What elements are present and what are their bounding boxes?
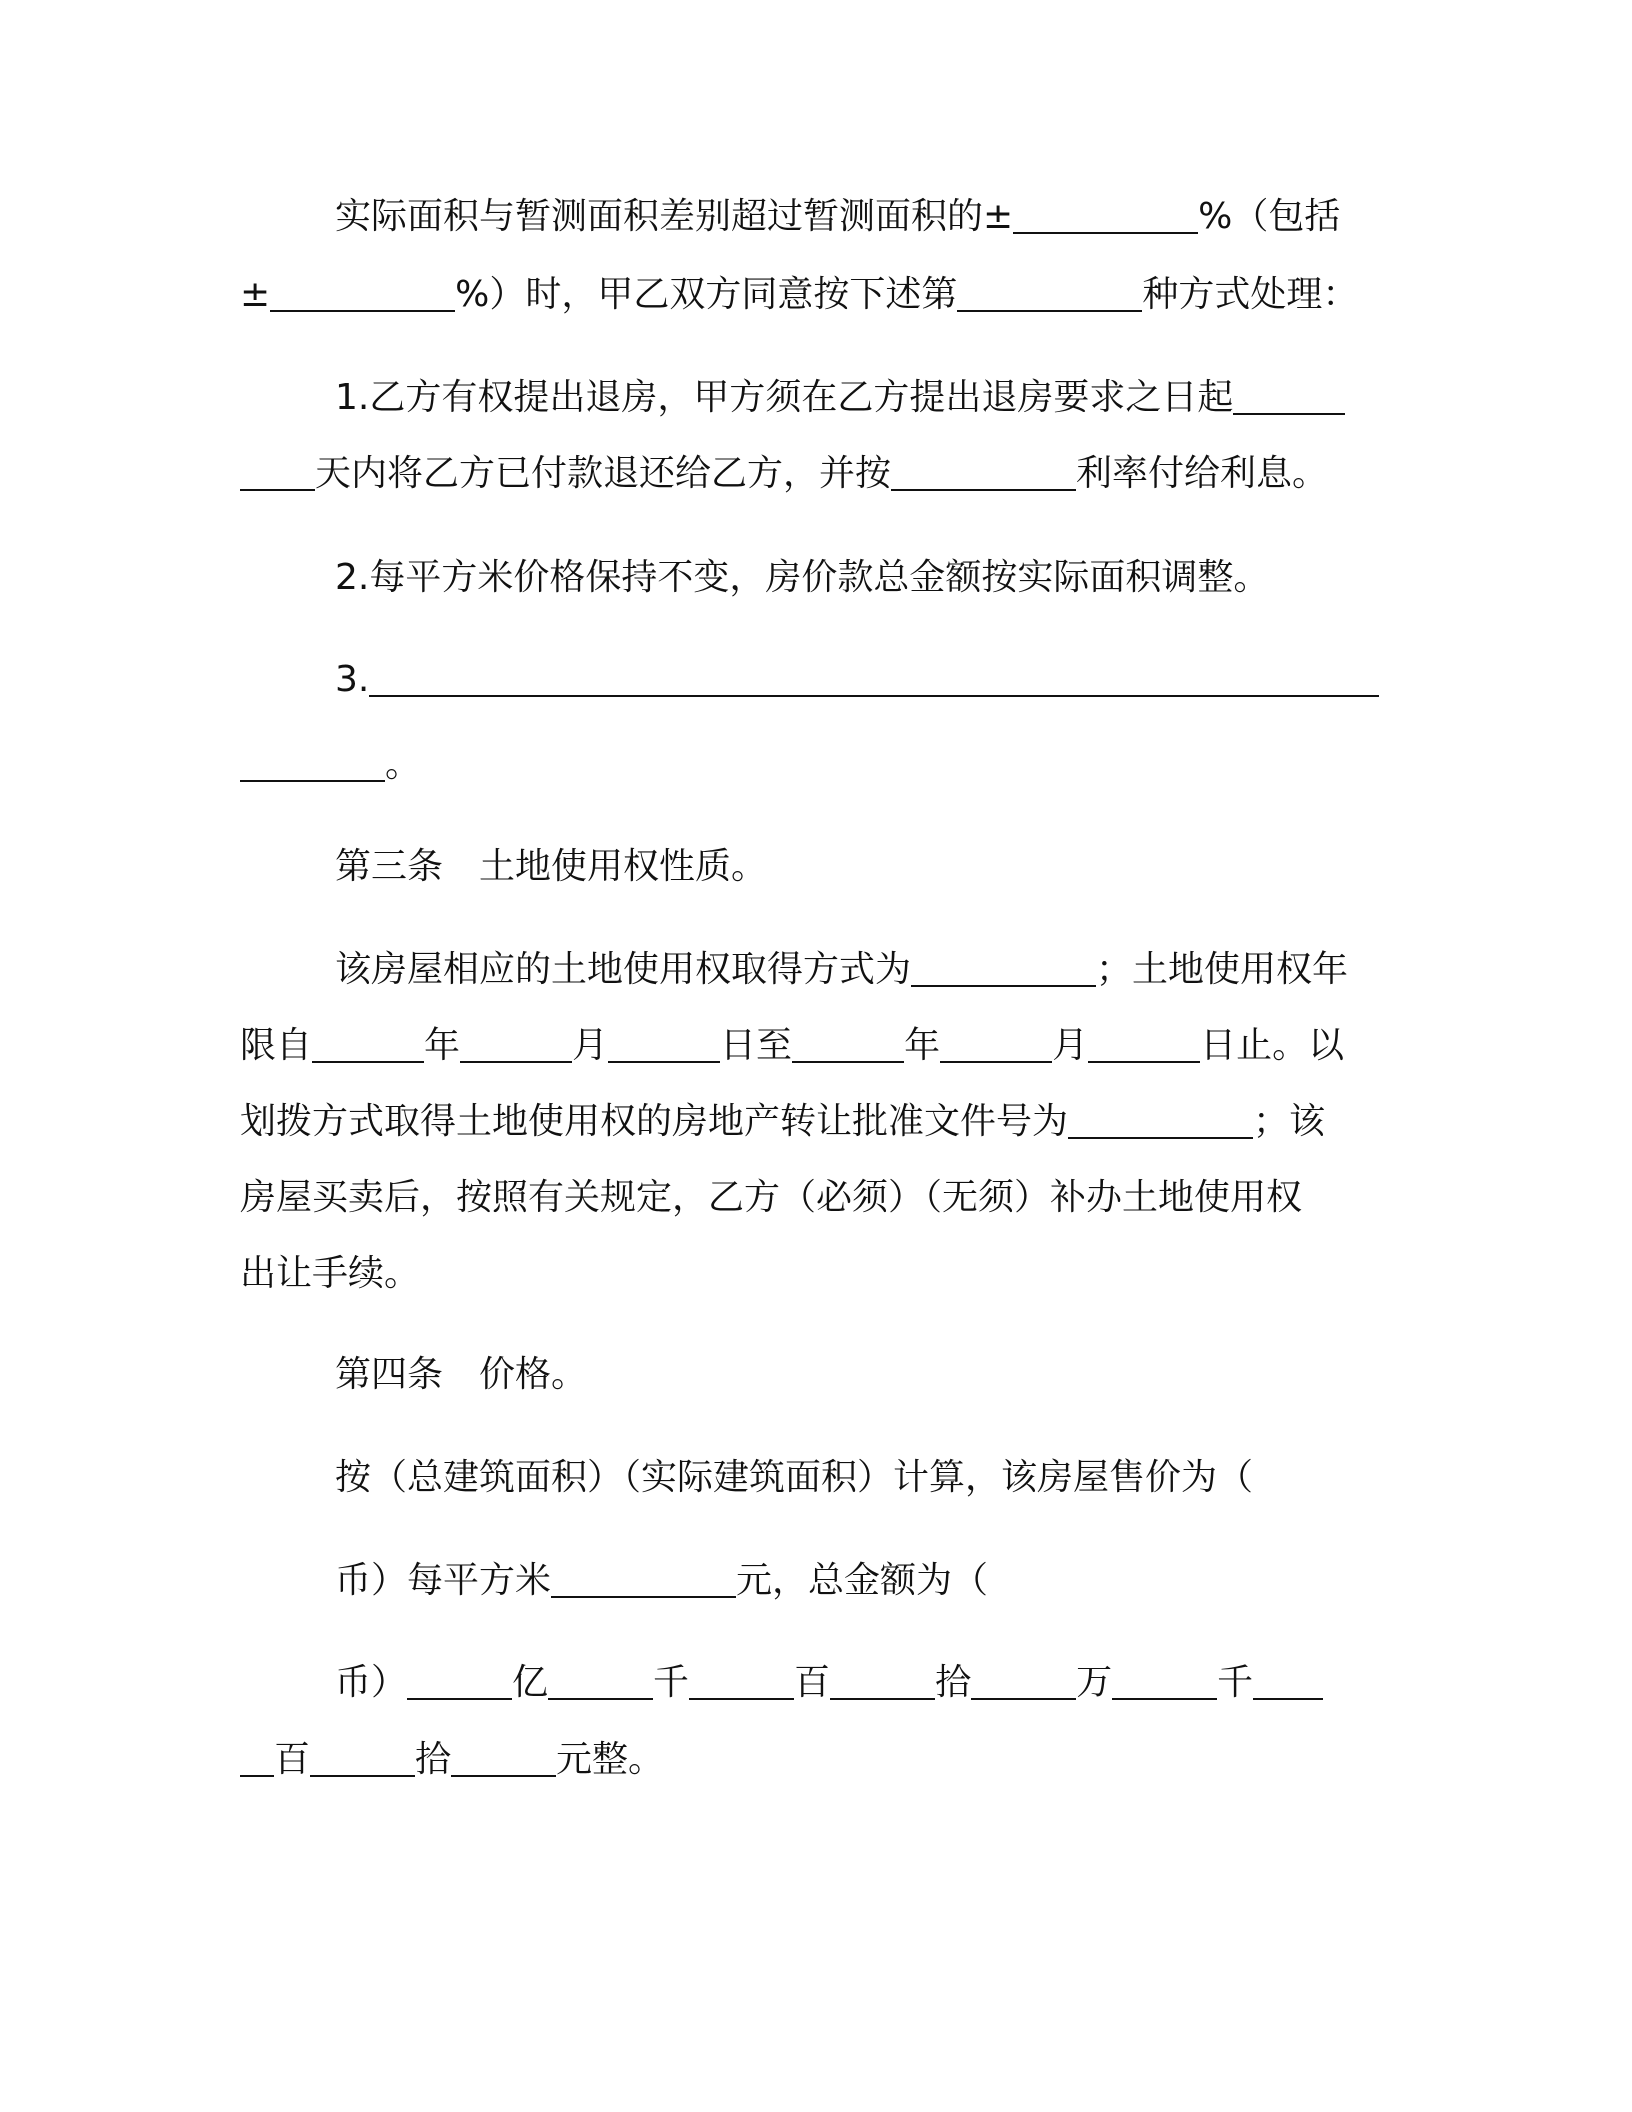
text: 2.每平方米价格保持不变，房价款总金额按实际面积调整。 xyxy=(335,557,1270,598)
blank-field[interactable] xyxy=(957,274,1142,312)
art3-line2 xyxy=(240,1016,1390,1076)
article-title: 土地使用权性质。 xyxy=(479,846,768,887)
blank-field[interactable] xyxy=(240,744,385,782)
blank-field[interactable] xyxy=(971,1662,1076,1700)
art4-line4 xyxy=(240,1730,1390,1790)
blank-field[interactable] xyxy=(451,1739,556,1777)
blank-field[interactable] xyxy=(270,274,455,312)
blank-field[interactable] xyxy=(1068,1101,1253,1139)
text: 该房屋相应的土地使用权取得方式为 xyxy=(335,949,912,990)
text: 拾 xyxy=(415,1739,452,1780)
text: 日至 xyxy=(720,1025,793,1066)
text: 月 xyxy=(1052,1025,1089,1066)
article3-heading xyxy=(240,837,1390,897)
blank-field[interactable] xyxy=(608,1025,720,1063)
para-area-diff-line2 xyxy=(240,265,1390,325)
blank-field[interactable] xyxy=(240,453,315,491)
text: 。 xyxy=(385,744,422,785)
blank-field[interactable] xyxy=(940,1025,1052,1063)
text: 3. xyxy=(335,659,370,700)
blank-field[interactable] xyxy=(792,1025,904,1063)
blank-field[interactable] xyxy=(830,1662,935,1700)
blank-field[interactable] xyxy=(240,1739,274,1777)
blank-field[interactable] xyxy=(310,1739,415,1777)
article4-heading xyxy=(240,1345,1390,1405)
item1-line2 xyxy=(240,444,1390,504)
blank-field[interactable] xyxy=(911,949,1096,987)
text: 千 xyxy=(653,1662,690,1703)
item3-line2 xyxy=(240,735,1390,795)
text: 年 xyxy=(904,1025,941,1066)
art4-line2 xyxy=(240,1551,1390,1611)
blank-field[interactable] xyxy=(1112,1662,1217,1700)
blank-field[interactable] xyxy=(460,1025,572,1063)
art3-line4 xyxy=(240,1168,1390,1228)
text: 币） xyxy=(335,1662,408,1703)
text: 利率付给利息。 xyxy=(1076,453,1329,494)
text: 年 xyxy=(424,1025,461,1066)
text: 拾 xyxy=(935,1662,972,1703)
item1-line1 xyxy=(240,368,1390,428)
text: 房屋买卖后，按照有关规定，乙方（必须）（无须）补办土地使用权 xyxy=(240,1177,1303,1218)
blank-field[interactable] xyxy=(312,1025,424,1063)
text: 元整。 xyxy=(556,1739,665,1780)
text: ± xyxy=(240,274,271,315)
art4-line3 xyxy=(240,1653,1390,1713)
text: ；该 xyxy=(1253,1101,1326,1142)
text: 百 xyxy=(794,1662,831,1703)
text: 百 xyxy=(274,1739,311,1780)
text: 实际面积与暂测面积差别超过暂测面积的± xyxy=(335,196,1014,237)
blank-field[interactable] xyxy=(891,453,1076,491)
blank-field[interactable] xyxy=(1233,377,1345,415)
item3-line1 xyxy=(240,650,1390,710)
item2-line xyxy=(240,548,1390,608)
text: 限自 xyxy=(240,1025,313,1066)
blank-field[interactable] xyxy=(1088,1025,1200,1063)
blank-field[interactable] xyxy=(548,1662,653,1700)
text: 种方式处理： xyxy=(1142,274,1359,315)
article-title: 价格。 xyxy=(479,1354,588,1395)
text: 日止。以 xyxy=(1200,1025,1345,1066)
article-number: 第四条 xyxy=(335,1354,444,1395)
text: ；土地使用权年 xyxy=(1096,949,1349,990)
blank-field[interactable] xyxy=(689,1662,794,1700)
art4-line1 xyxy=(240,1448,1390,1508)
blank-field[interactable] xyxy=(407,1662,512,1700)
text: %（包括 xyxy=(1198,196,1341,237)
text: 币）每平方米 xyxy=(335,1560,552,1601)
art3-line3 xyxy=(240,1092,1390,1152)
text: 千 xyxy=(1217,1662,1254,1703)
blank-field[interactable] xyxy=(551,1560,736,1598)
text: 天内将乙方已付款退还给乙方，并按 xyxy=(315,453,892,494)
blank-field[interactable] xyxy=(369,659,1379,697)
blank-field[interactable] xyxy=(1013,196,1198,234)
article-number: 第三条 xyxy=(335,846,444,887)
text: %）时，甲乙双方同意按下述第 xyxy=(455,274,958,315)
para-area-diff-line1 xyxy=(240,187,1390,247)
text: 元，总金额为（ xyxy=(736,1560,989,1601)
text: 划拨方式取得土地使用权的房地产转让批准文件号为 xyxy=(240,1101,1069,1142)
text: 按（总建筑面积）（实际建筑面积）计算，该房屋售价为（ xyxy=(335,1457,1254,1498)
art3-line1 xyxy=(240,940,1390,1000)
text: 月 xyxy=(572,1025,609,1066)
text: 出让手续。 xyxy=(240,1253,421,1294)
text: 万 xyxy=(1076,1662,1113,1703)
blank-field[interactable] xyxy=(1253,1662,1323,1700)
text: 亿 xyxy=(512,1662,549,1703)
text: 1.乙方有权提出退房，甲方须在乙方提出退房要求之日起 xyxy=(335,377,1234,418)
art3-line5 xyxy=(240,1244,1390,1304)
